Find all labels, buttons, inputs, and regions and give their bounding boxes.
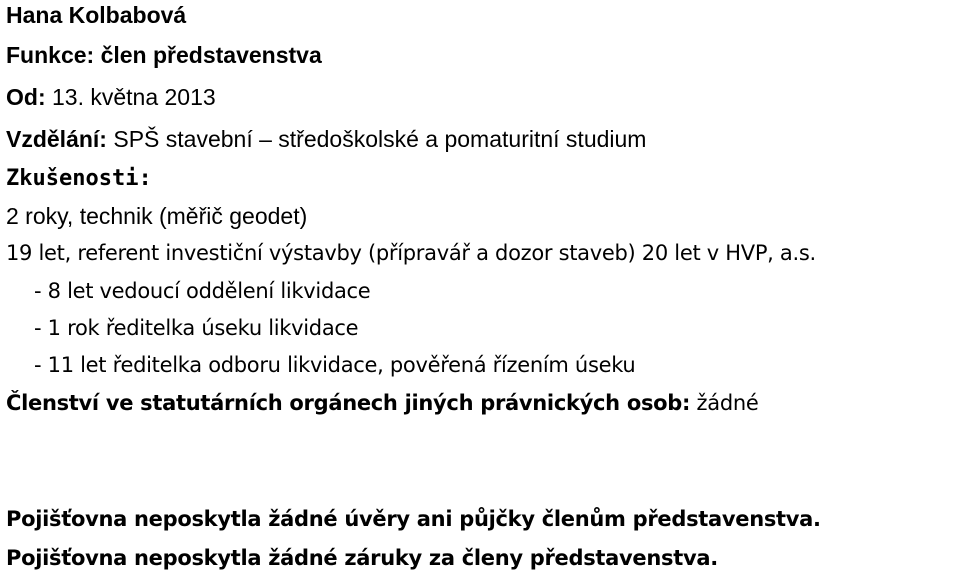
experience-text-1: 2 roky, technik (měřič geodet): [6, 203, 308, 229]
experience-line-1: [6, 205, 307, 228]
experience-item: [34, 355, 635, 376]
function-label: Funkce:: [6, 42, 95, 68]
experience-heading: [6, 168, 152, 190]
experience-text-2: 19 let, referent investiční výstavby (přípravář a dozor staveb) 20 let v HVP, a.s.: [6, 241, 816, 265]
experience-item-text: - 8 let vedoucí oddělení likvidace: [34, 279, 371, 303]
membership-label: Členství ve statutárních orgánech jiných právnických osob:: [6, 391, 691, 415]
since-line: [6, 86, 216, 109]
experience-item: [34, 318, 358, 339]
membership-value: žádné: [696, 391, 759, 415]
statement-text: Pojišťovna neposkytla žádné úvěry ani půjčky členům představenstva.: [6, 507, 821, 531]
experience-item-text: - 11 let ředitelka odboru likvidace, pověřená řízením úseku: [34, 353, 636, 377]
since-label: Od:: [6, 84, 46, 110]
function-value: člen představenstva: [100, 42, 322, 68]
education-label: Vzdělání:: [6, 126, 107, 152]
statement-loans: [6, 509, 821, 530]
education-value: SPŠ stavební – středoškolské a pomaturitní studium: [113, 126, 647, 152]
function-line: [6, 44, 322, 67]
statement-guarantees: [6, 548, 718, 569]
since-value: 13. května 2013: [52, 84, 216, 110]
person-name: [6, 4, 186, 27]
experience-label: Zkušenosti:: [6, 166, 152, 191]
statement-text: Pojišťovna neposkytla žádné záruky za členy představenstva.: [6, 546, 718, 570]
experience-line-2: [6, 243, 816, 264]
name-text: Hana Kolbabová: [6, 2, 187, 28]
experience-item-text: - 1 rok ředitelka úseku likvidace: [34, 316, 359, 340]
experience-item: [34, 281, 370, 302]
education-line: [6, 128, 646, 151]
membership-line: [6, 393, 758, 414]
